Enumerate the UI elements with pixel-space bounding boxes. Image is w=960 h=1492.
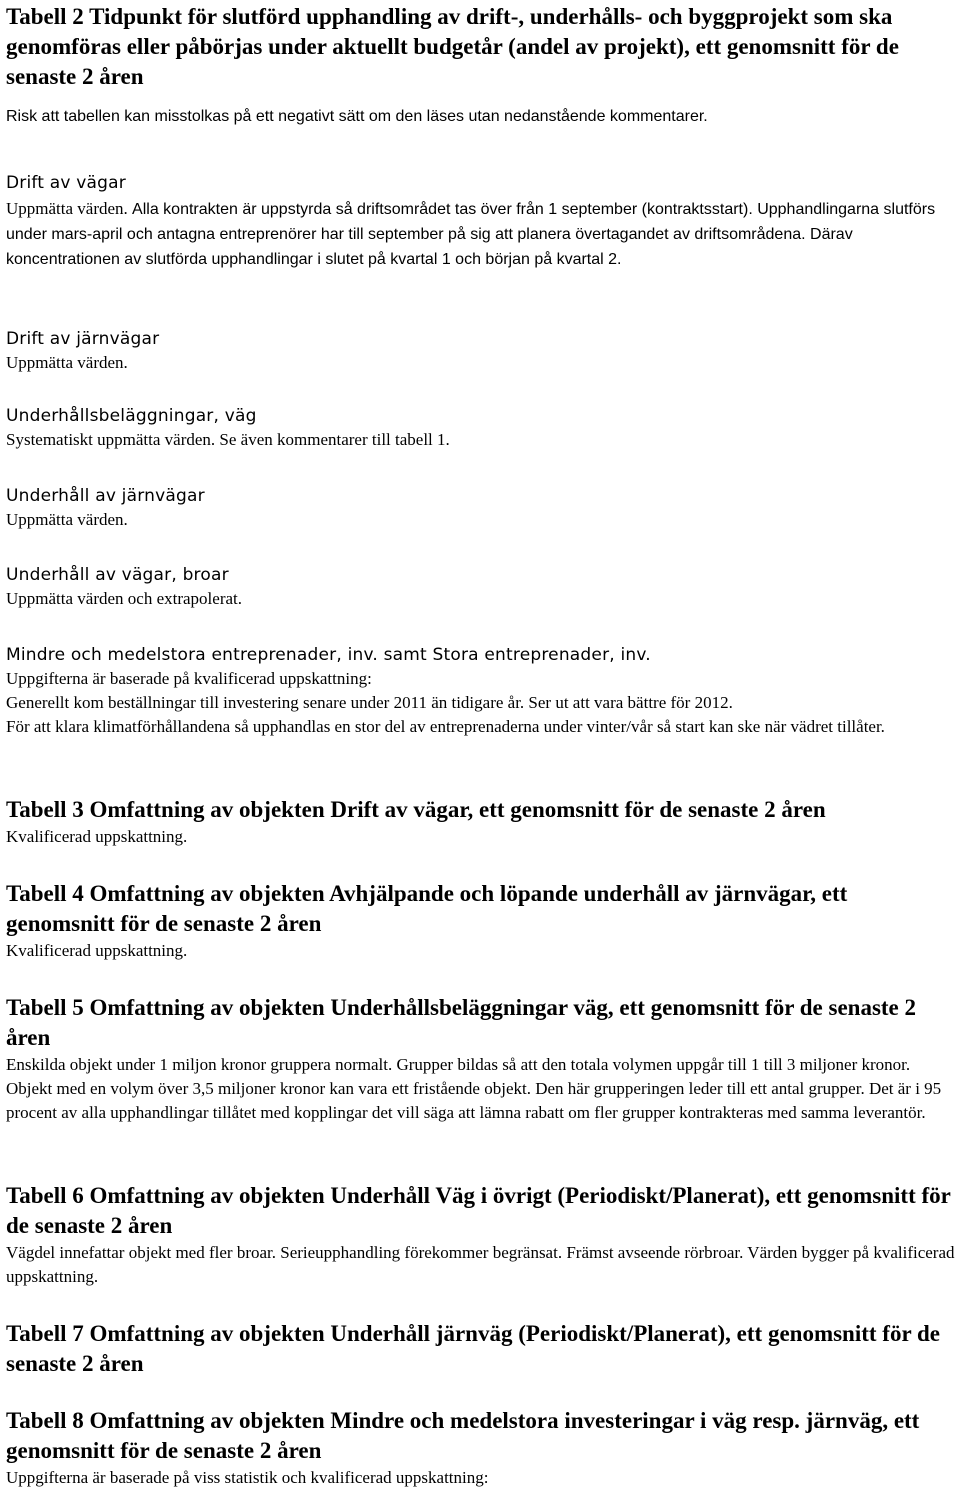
mindre-section [6, 643, 956, 739]
table8-section [6, 1406, 956, 1490]
drift-jarnvagar-text: Uppmätta värden. [6, 353, 128, 372]
drift-vagar-text-a: Uppmätta värden. [6, 199, 133, 218]
table7-heading: Tabell 7 Omfattning av objekten Underhåll järnväg (Periodiskt/Planerat), ett genomsnitt för de senaste 2 åren [6, 1321, 941, 1376]
table5-heading: Tabell 5 Omfattning av objekten Underhållsbeläggningar väg, ett genomsnitt för de senaste 2 åren [6, 995, 917, 1050]
underhall-jarnvagar-label: Underhåll av järnvägar [6, 486, 205, 506]
drift-vagar-text [6, 197, 956, 272]
mindre-p1: Uppgifterna är baserade på kvalificerad uppskattning: [6, 669, 372, 688]
table3-heading: Tabell 3 Omfattning av objekten Drift av vägar, ett genomsnitt för de senaste 2 åren [6, 797, 826, 822]
belaggningar-label: Underhållsbeläggningar, väg [6, 406, 257, 426]
mindre-label: Mindre och medelstora entreprenader, inv. samt Stora entreprenader, inv. [6, 645, 651, 665]
drift-vagar-section [6, 171, 956, 272]
drift-jarnvagar-section [6, 327, 956, 375]
table6-heading: Tabell 6 Omfattning av objekten Underhåll Väg i övrigt (Periodiskt/Planerat), ett genomsnitt för de senaste 2 åren [6, 1183, 951, 1238]
table2-heading: Tabell 2 Tidpunkt för slutförd upphandling av drift-, underhålls- och byggprojekt som ska genomföras eller påbörjas under aktuellt budgetår (andel av projekt), ett genomsnitt för de senaste 2 åren [6, 4, 899, 89]
table5-text: Enskilda objekt under 1 miljon kronor gruppera normalt. Grupper bildas så att den totala volymen uppgår till 1 till 3 miljoner kronor. Objekt med en volym över 3,5 miljoner kronor kan vara ett fristående objekt. Den här grupperingen leder till ett antal grupper. Det är i 95 procent av alla upphandlingar tillåtet med kopplingar det vill säga att lämna rabatt om fler grupper kontrakteras med samma leverantör. [6, 1055, 942, 1122]
table4-section [6, 879, 956, 963]
belaggningar-section [6, 404, 956, 452]
underhall-jarnvagar-text: Uppmätta värden. [6, 510, 128, 529]
table5-section [6, 993, 956, 1125]
underhall-broar-label: Underhåll av vägar, broar [6, 565, 229, 585]
table4-heading: Tabell 4 Omfattning av objekten Avhjälpande och löpande underhåll av järnvägar, ett genomsnitt för de senaste 2 åren [6, 881, 848, 936]
drift-jarnvagar-label: Drift av järnvägar [6, 329, 160, 349]
belaggningar-text: Systematiskt uppmätta värden. Se även kommentarer till tabell 1. [6, 430, 450, 449]
underhall-jarnvagar-section [6, 484, 956, 532]
underhall-broar-text: Uppmätta värden och extrapolerat. [6, 589, 243, 608]
table6-section [6, 1181, 956, 1289]
table3-text: Kvalificerad uppskattning. [6, 827, 188, 846]
table4-text: Kvalificerad uppskattning. [6, 941, 188, 960]
drift-vagar-text-c: Därav koncentrationen av slutförda upphandlingar i slutet på kvartal 1 och början på kvartal 2. [6, 226, 853, 268]
drift-vagar-text-b: Alla kontrakten är uppstyrda så driftsområdet tas över från 1 september (kontraktsstart). Upphandlingarna slutförs under mars-april och antagna entreprenörer har till september på sig att planera övertagandet av driftsområdena. [6, 201, 936, 243]
table6-text: Vägdel innefattar objekt med fler broar. Serieupphandling förekommer begränsat. Främst avseende rörbroar. Värden bygger på kvalificerad uppskattning. [6, 1243, 955, 1286]
drift-vagar-label: Drift av vägar [6, 173, 126, 193]
table2-section [6, 2, 956, 129]
mindre-p3: För att klara klimatförhållandena så upphandlas en stor del av entreprenaderna under vinter/vår så start kan ske när vädret tillåter. [6, 717, 885, 736]
underhall-broar-section [6, 563, 956, 611]
table3-section [6, 795, 956, 849]
table2-risk-note: Risk att tabellen kan misstolkas på ett negativt sätt om den läses utan nedanstående kommentarer. [6, 108, 708, 125]
table7-section [6, 1319, 956, 1379]
mindre-p2: Generellt kom beställningar till investering senare under 2011 än tidigare år. Ser ut att vara bättre för 2012. [6, 693, 733, 712]
table8-heading: Tabell 8 Omfattning av objekten Mindre och medelstora investeringar i väg resp. järnväg, ett genomsnitt för de senaste 2 åren [6, 1408, 920, 1463]
table8-text: Uppgifterna är baserade på viss statistik och kvalificerad uppskattning: [6, 1468, 489, 1487]
